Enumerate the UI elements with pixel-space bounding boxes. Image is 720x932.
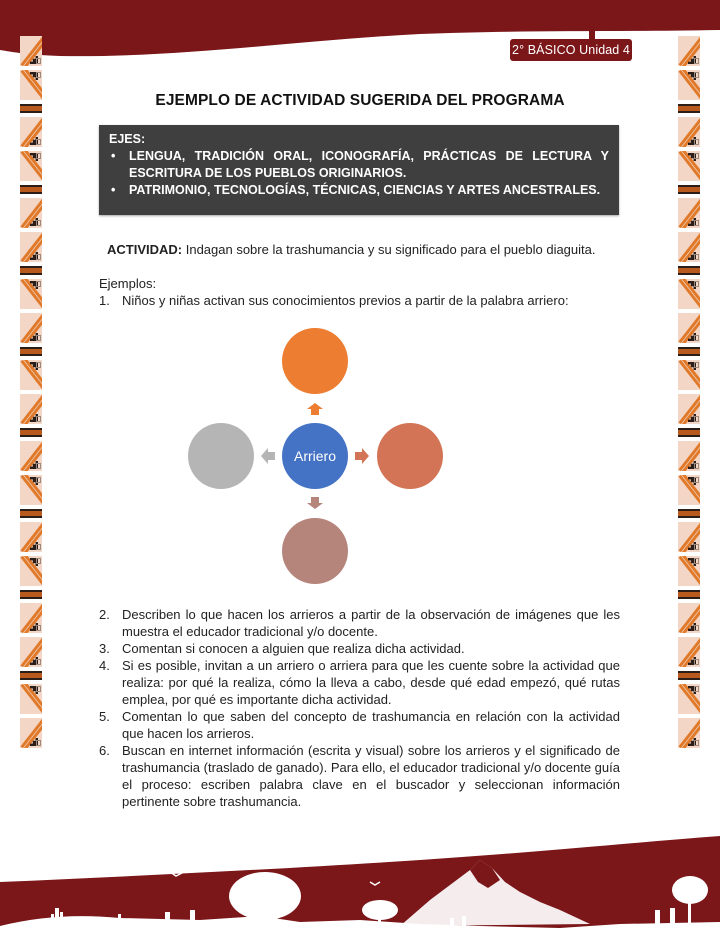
arriero-radial-diagram: [180, 325, 450, 590]
step-item: [99, 292, 620, 309]
activity-text: Indagan sobre la trashumancia y su significado para el pueblo diaguita.: [182, 242, 596, 257]
step-text: Niños y niñas activan sus conocimientos previos a partir de la palabra arriero:: [122, 293, 569, 308]
left-decorative-border: [20, 36, 42, 836]
ejes-item-text: LENGUA, TRADICIÓN ORAL, ICONOGRAFÍA, PRÁCTICAS DE LECTURA Y ESCRITURA DE LOS PUEBLOS ORIGINARIOS.: [129, 149, 609, 180]
bullet-icon: •: [111, 183, 116, 197]
ejes-title: EJES:: [109, 132, 146, 146]
step-text: Comentan si conocen a alguien que realiza dicha actividad.: [122, 641, 465, 656]
activity-label: ACTIVIDAD:: [107, 242, 183, 257]
unit-badge: 2° BÁSICO Unidad 4: [510, 39, 632, 61]
page-title: EJEMPLO DE ACTIVIDAD SUGERIDA DEL PROGRAMA: [155, 92, 565, 109]
right-decorative-border: [678, 36, 700, 836]
bullet-icon: •: [111, 149, 116, 163]
diagram-center-circle: Arriero: [282, 423, 348, 489]
ejes-item: [109, 148, 609, 182]
examples-label: Ejemplos:: [99, 276, 157, 291]
ejes-box: [99, 125, 619, 215]
step-text: Comentan lo que saben del concepto de trashumancia en relación con la actividad que hacen los arrieros.: [122, 709, 620, 741]
diagram-circle-right: [377, 423, 443, 489]
diagram-circle-top: [282, 328, 348, 394]
step-item: [99, 708, 620, 742]
activity-statement: [107, 241, 627, 258]
step-text: Si es posible, invitan a un arriero o arriera para que les cuente sobre la actividad que realiza: por qué la realiza, cómo la lleva a cabo, desde qué edad empezó, qué rutas emplea, por qué es importante dicha actividad.: [122, 658, 620, 707]
diagram-circle-bottom: [282, 518, 348, 584]
step-number: 3.: [99, 641, 110, 656]
ejes-item: [109, 182, 609, 199]
step-number: 1.: [99, 293, 110, 308]
step-item: [99, 742, 620, 810]
arrow-up-icon: [307, 403, 323, 415]
footer-landscape-illustration: [0, 830, 720, 932]
step-item: [99, 640, 620, 657]
step-number: 6.: [99, 743, 110, 758]
step-number: 4.: [99, 658, 110, 673]
ejes-item-text: PATRIMONIO, TECNOLOGÍAS, TÉCNICAS, CIENCIAS Y ARTES ANCESTRALES.: [129, 183, 601, 197]
step-item: [99, 606, 620, 640]
ejes-list: [109, 148, 609, 199]
arrow-down-icon: [307, 497, 323, 509]
step-item: [99, 657, 620, 708]
arrow-left-icon: [261, 448, 275, 464]
step-text: Buscan en internet información (escrita y visual) sobre los arrieros y el significado de trashumancia (traslado de ganado). Para ello, el educador tradicional y/o docente guía el proceso: escriben palabra clave en el buscador y seleccionan información pertinente sobre trashumancia.: [122, 743, 620, 809]
arrow-right-icon: [355, 448, 369, 464]
step-number: 5.: [99, 709, 110, 724]
step-number: 2.: [99, 607, 110, 622]
diagram-circle-left: [188, 423, 254, 489]
step-text: Describen lo que hacen los arrieros a partir de la observación de imágenes que les muestra el educador tradicional y/o docente.: [122, 607, 620, 639]
